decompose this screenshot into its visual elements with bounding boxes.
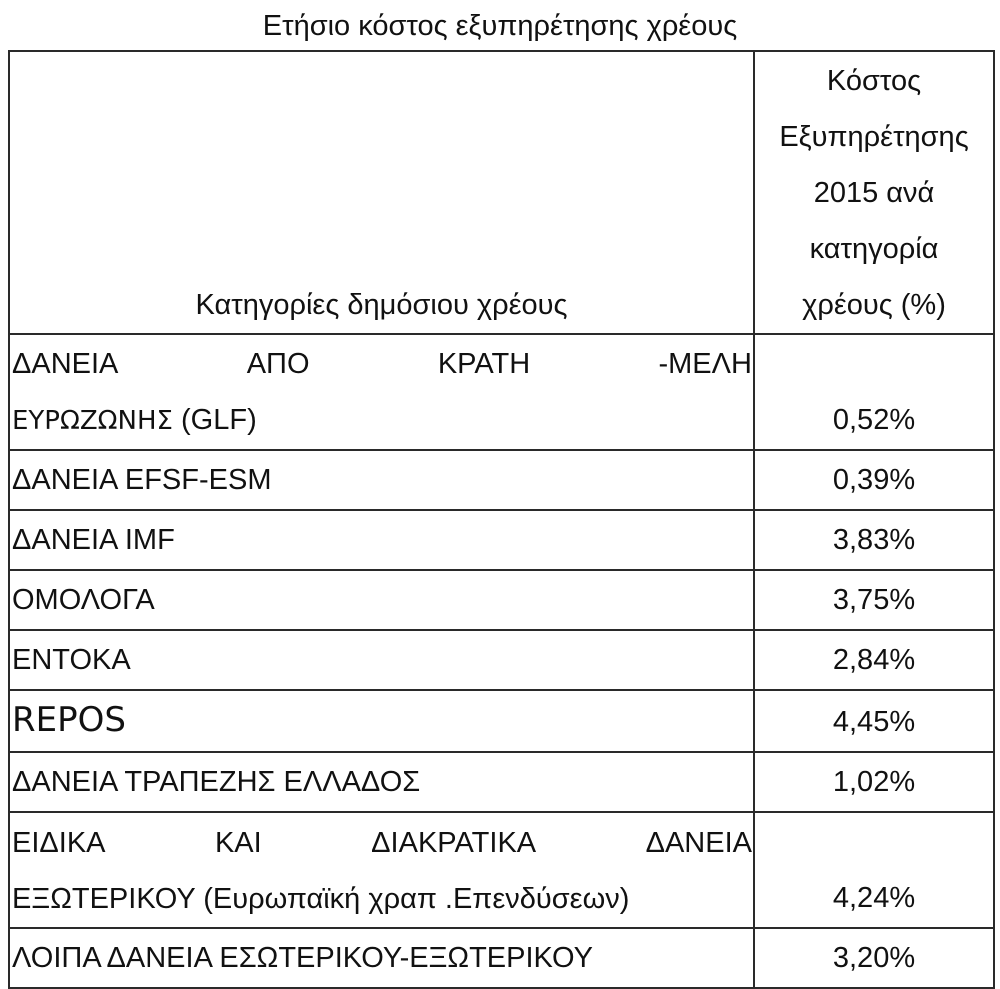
category-cell: ΔΑΝΕΙΑ ΤΡΑΠΕΖΗΣ ΕΛΛΑΔΟΣ — [9, 752, 754, 812]
table-row — [9, 690, 994, 752]
value-cell: 2,84% — [754, 630, 994, 690]
header-cost — [754, 51, 994, 334]
value-cell: 3,83% — [754, 510, 994, 570]
table-row — [9, 752, 994, 812]
header-cost-line: 2015 ανά — [813, 177, 935, 209]
table-row — [9, 510, 994, 570]
header-row — [9, 51, 994, 334]
table-row — [9, 928, 994, 988]
header-category: Κατηγορίες δημόσιου χρέους — [9, 51, 754, 334]
table-row — [9, 630, 994, 690]
category-cell: ΛΟΙΠΑ ΔΑΝΕΙΑ ΕΣΩΤΕΡΙΚΟΥ-ΕΞΩΤΕΡΙΚΟΥ — [9, 928, 754, 988]
header-cost-line: κατηγορία — [809, 233, 939, 265]
category-cell: ΔΑΝΕΙΑ IMF — [9, 510, 754, 570]
table-row — [9, 450, 994, 510]
value-cell: 0,39% — [754, 450, 994, 510]
category-cell: ΔΑΝΕΙΑ EFSF-ESM — [9, 450, 754, 510]
header-cost-line: χρέους (%) — [802, 289, 946, 321]
category-cell: REPOS — [9, 690, 754, 752]
value-cell: 3,20% — [754, 928, 994, 988]
table-row — [9, 334, 994, 450]
header-cost-line: Κόστος — [826, 65, 922, 97]
category-cell: ΔΑΝΕΙΑ ΑΠΟ ΚΡΑΤΗ -ΜΕΛΗ ΕΥΡΩΖΩΝΗΣ (GLF) — [9, 334, 754, 450]
category-cell: ΕΝΤΟΚΑ — [9, 630, 754, 690]
value-cell: 1,02% — [754, 752, 994, 812]
header-cost-line: Εξυπηρέτησης — [779, 121, 969, 153]
category-cell: ΟΜΟΛΟΓΑ — [9, 570, 754, 630]
value-cell: 0,52% — [754, 334, 994, 450]
value-cell: 3,75% — [754, 570, 994, 630]
value-cell: 4,24% — [754, 812, 994, 928]
debt-cost-table — [8, 50, 995, 989]
category-cell: ΕΙΔΙΚΑ ΚΑΙ ΔΙΑΚΡΑΤΙΚΑ ΔΑΝΕΙΑ ΕΞΩΤΕΡΙΚΟΥ (Ευρωπαϊκή χραπ .Επενδύσεων) — [9, 812, 754, 928]
table-row — [9, 812, 994, 928]
page-title: Ετήσιο κόστος εξυπηρέτησης χρέους — [262, 10, 738, 42]
value-cell: 4,45% — [754, 690, 994, 752]
table-row — [9, 570, 994, 630]
